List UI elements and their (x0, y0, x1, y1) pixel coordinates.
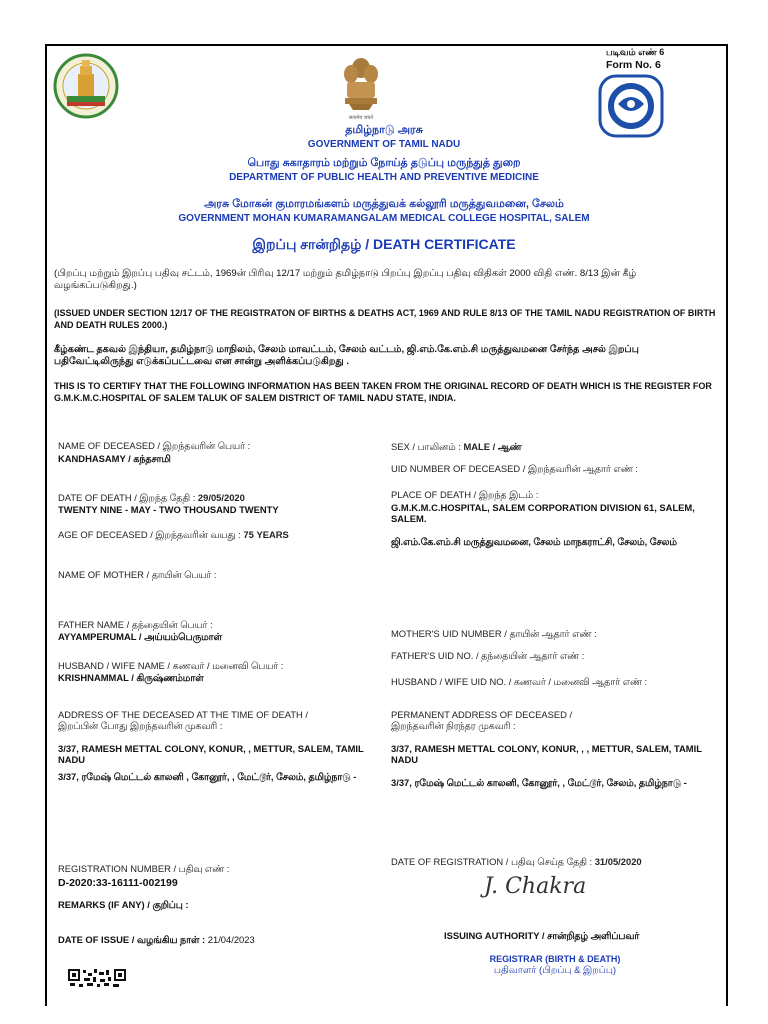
dept-title-ta: பொது சுகாதாரம் மற்றும் நோய்த் தடுப்பு மருந்துத் துறை (247, 157, 521, 169)
date-of-issue-label: DATE OF ISSUE / வழங்கிய நாள் : (58, 934, 208, 945)
uid-deceased-label: UID NUMBER OF DECEASED / இறந்தவரின் ஆதார் எண் : (391, 463, 638, 474)
registrar-signature: J. Chakra (484, 874, 587, 899)
gov-title-ta: தமிழ்நாடு அரசு (345, 124, 423, 136)
spouse-name-label: HUSBAND / WIFE NAME / கணவர் / மனைவி பெயர் : (58, 660, 284, 671)
place-of-death-label: PLACE OF DEATH / இறந்த இடம் : (391, 489, 539, 500)
form-label-ta: படிவம் எண் 6 (606, 47, 665, 57)
sex-field (391, 441, 522, 454)
address-label-en: ADDRESS OF THE DECEASED AT THE TIME OF DEATH / (58, 709, 309, 720)
place-of-death-value-ta: ஜி.எம்.கே.எம்.சி மருத்துவமனை, சேலம் மாநகராட்சி, சேலம், சேலம் (391, 536, 677, 547)
intro-paragraph-en: (ISSUED UNDER SECTION 12/17 OF THE REGISTRATON OF BIRTHS & DEATHS ACT, 1969 AND RULE 8/13 OF THE TAMIL NADU REGISTRATION OF BIRTH AND DEATH RULES 2000.) (54, 308, 716, 330)
dept-title-en: DEPARTMENT OF PUBLIC HEALTH AND PREVENTIVE MEDICINE (229, 172, 539, 183)
spouse-name-value: KRISHNAMMAL / கிருஷ்ணம்மாள் (58, 672, 204, 683)
registrar-title-ta: பதிவாளர் (பிறப்பு & இறப்பு) (493, 965, 617, 976)
mother-uid-label: MOTHER'S UID NUMBER / தாயின் ஆதார் எண் : (391, 628, 597, 639)
intro-paragraph-ta: (பிறப்பு மற்றும் இறப்பு பதிவு சட்டம், 1969ன் பிரிவு 12/17 மற்றும் தமிழ்நாடு பிறப்பு இறப்பு பதிவு விதிகள் 2000 விதி எண். 8/13 இன் கீழ் வழங்கப்படுகிறது.) (54, 268, 637, 291)
gov-title-en: GOVERNMENT OF TAMIL NADU (307, 139, 461, 150)
age-label: AGE OF DECEASED / இறந்தவரின் வயது : (58, 529, 244, 540)
permanent-address-label-en: PERMANENT ADDRESS OF DECEASED / (391, 709, 573, 720)
form-label-en: Form No. 6 (606, 59, 661, 71)
date-of-death-value: 29/05/2020 (197, 492, 245, 503)
deceased-name-label: NAME OF DECEASED / இறந்தவரின் பெயர் : (58, 440, 251, 451)
address-label-ta: இறப்பின் போது இறந்தவரின் முகவரி : (58, 720, 223, 731)
age-field (58, 529, 289, 542)
date-of-registration-value: 31/05/2020 (594, 856, 642, 867)
age-value: 75 YEARS (243, 529, 289, 540)
certify-paragraph-ta: கீழ்கண்ட தகவல் இந்தியா, தமிழ்நாடு மாநிலம், சேலம் மாவட்டம், சேலம் வட்டம், ஜி.எம்.கே.எம்.சி மருத்துவமனை சேர்ந்த அசல் இறப்பு பதிவேட்டிலிருந்து எடுக்கப்பட்டவை என சான்று அளிக்கப்படுகிறது . (54, 344, 639, 367)
father-name-label: FATHER NAME / தந்தையின் பெயர் : (58, 619, 213, 630)
date-of-registration-label: DATE OF REGISTRATION / பதிவு செய்த தேதி : (391, 856, 595, 867)
qr-code-icon (67, 968, 127, 988)
permanent-address-value-en: 3/37, RAMESH METTAL COLONY, KONUR, , , METTUR, SALEM, TAMIL NADU (391, 743, 702, 765)
date-of-issue-value: 21/04/2023 (207, 934, 255, 945)
father-name-value: AYYAMPERUMAL / அய்யம்பெருமாள் (58, 631, 223, 642)
hospital-title-ta: அரசு மோகன் குமாரமங்களம் மருத்துவக் கல்லூரி மருத்துவமனை, சேலம் (204, 198, 564, 210)
permanent-address-value-ta: 3/37, ரமேஷ் மெட்டல் காலனி, கோனூர், , மேட்டூர், சேலம், தமிழ்நாடு - (391, 777, 687, 788)
remarks-label: REMARKS (IF ANY) / குறிப்பு : (58, 899, 189, 910)
emblem-caption: सत्यमेव जयते (348, 115, 374, 121)
father-uid-label: FATHER'S UID NO. / தந்தையின் ஆதார் எண் : (391, 650, 585, 661)
address-value-en: 3/37, RAMESH METTAL COLONY, KONUR, , METTUR, SALEM, TAMIL NADU (58, 743, 364, 765)
date-of-death-label: DATE OF DEATH / இறந்த தேதி : (58, 492, 198, 503)
issuing-authority-label: ISSUING AUTHORITY / சான்றிதழ் அளிப்பவர் (444, 930, 640, 941)
sex-value: MALE / ஆண் (463, 441, 522, 452)
certificate-title: இறப்பு சான்றிதழ் / DEATH CERTIFICATE (252, 236, 516, 252)
place-of-death-value-en: G.M.K.M.C.HOSPITAL, SALEM CORPORATION DIVISION 61, SALEM, SALEM. (391, 502, 695, 524)
registrar-title-en: REGISTRAR (BIRTH & DEATH) (489, 954, 621, 964)
address-value-ta: 3/37, ரமேஷ் மெட்டல் காலனி , கோனூர், , மேட்டூர், சேலம், தமிழ்நாடு - (58, 771, 357, 782)
spouse-uid-label: HUSBAND / WIFE UID NO. / கணவர் / மனைவி ஆதார் எண் : (391, 676, 648, 687)
emblem-of-india-icon (338, 52, 384, 118)
hospital-title-en: GOVERNMENT MOHAN KUMARAMANGALAM MEDICAL COLLEGE HOSPITAL, SALEM (178, 213, 590, 224)
permanent-address-label-ta: இறந்தவரின் நிரந்தர முகவரி : (391, 720, 516, 731)
registration-number-label: REGISTRATION NUMBER / பதிவு எண் : (58, 863, 230, 874)
date-of-issue-field (58, 934, 255, 947)
mother-name-label: NAME OF MOTHER / தாயின் பெயர் : (58, 569, 217, 580)
date-of-registration-field (391, 856, 642, 869)
date-of-death-words: TWENTY NINE - MAY - TWO THOUSAND TWENTY (58, 504, 279, 515)
certify-paragraph-en: THIS IS TO CERTIFY THAT THE FOLLOWING INFORMATION HAS BEEN TAKEN FROM THE ORIGINAL RECORD OF DEATH WHICH IS THE REGISTER FOR G.M.K.M.C.HOSPITAL OF SALEM TALUK OF SALEM DISTRICT OF TAMIL NADU STATE, INDIA. (54, 381, 712, 403)
registration-number-value: D-2020:33-16111-002199 (58, 877, 178, 889)
sex-label: SEX / பாலினம் : (391, 441, 464, 452)
tamil-nadu-seal-icon (52, 52, 120, 122)
deceased-name-value: KANDHASAMY / கந்தசாமி (58, 453, 171, 464)
